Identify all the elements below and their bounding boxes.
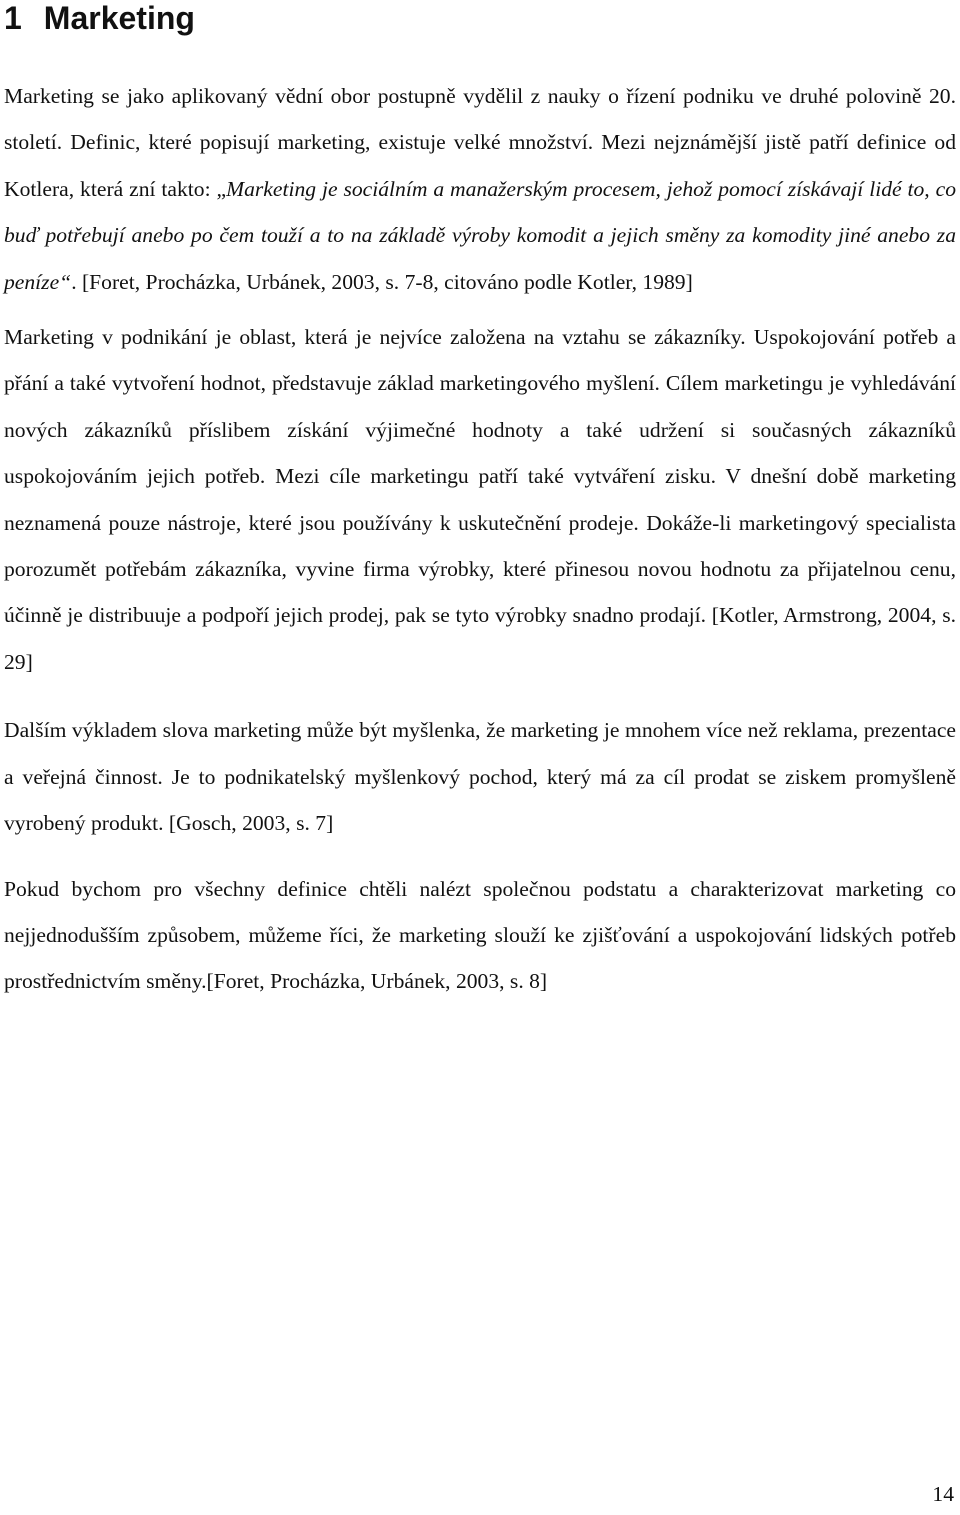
paragraph-marketing-business: Marketing v podnikání je oblast, která je nejvíce založena na vztahu se zákazníky. Uspokojování potřeb a přání a také vytvoření hodnot, představuje základ marketingového myšlení. Cílem marketingu je vyhledávání nových zákazníků příslibem získání výjimečné hodnoty a také udržení si současných zákazníků uspokojováním jejich potřeb. Mezi cíle marketingu patří také vytváření zisku. V dnešní době marketing neznamená pouze nástroje, které jsou používány k uskutečnění prodeje. Dokáže-li marketingový specialista porozumět potřebám zákazníka, vyvine firma výrobky, které přinesou novou hodnotu za přijatelnou cenu, účinně je distribuuje a podpoří jejich prodej, pak se tyto výrobky snadno prodají. [Kotler, Armstrong, 2004, s. 29]	[4, 325, 956, 674]
paragraph-definition-intro: Marketing se jako aplikovaný vědní obor postupně vydělil z nauky o řízení podniku ve druhé polovině 20. století. Definic, které popisují marketing, existuje velké množství. Mezi nejznámější jistě patří definice od Kotlera, která zní takto: „	[4, 84, 956, 201]
chapter-title: Marketing	[43, 0, 195, 36]
paragraph-definition-citation: . [Foret, Procházka, Urbánek, 2003, s. 7-8, citováno podle Kotler, 1989]	[71, 269, 693, 294]
paragraph-marketing-summary: Pokud bychom pro všechny definice chtěli nalézt společnou podstatu a charakterizovat marketing co nejjednodušším způsobem, můžeme říci, že marketing slouží ke zjišťování a uspokojování lidských potřeb prostřednictvím směny.[Foret, Procházka, Urbánek, 2003, s. 8]	[4, 876, 956, 994]
kotler-quote: Marketing je sociálním a manažerským procesem, jehož pomocí získávají lidé to, co buď potřebují anebo po čem touží a to na základě výroby komodit a jejich směny za komodity jiné anebo za peníze“	[4, 176, 956, 294]
chapter-number: 1	[4, 0, 22, 36]
chapter-heading	[4, 0, 956, 36]
page-number: 14	[932, 1482, 954, 1506]
paragraph-definition	[4, 73, 956, 305]
document-page	[4, 0, 956, 1005]
paragraph-marketing-interpretation: Dalším výkladem slova marketing může být myšlenka, že marketing je mnohem více než reklama, prezentace a veřejná činnost. Je to podnikatelský myšlenkový pochod, který má za cíl prodat se ziskem promyšleně vyrobený produkt. [Gosch, 2003, s. 7]	[4, 718, 956, 836]
